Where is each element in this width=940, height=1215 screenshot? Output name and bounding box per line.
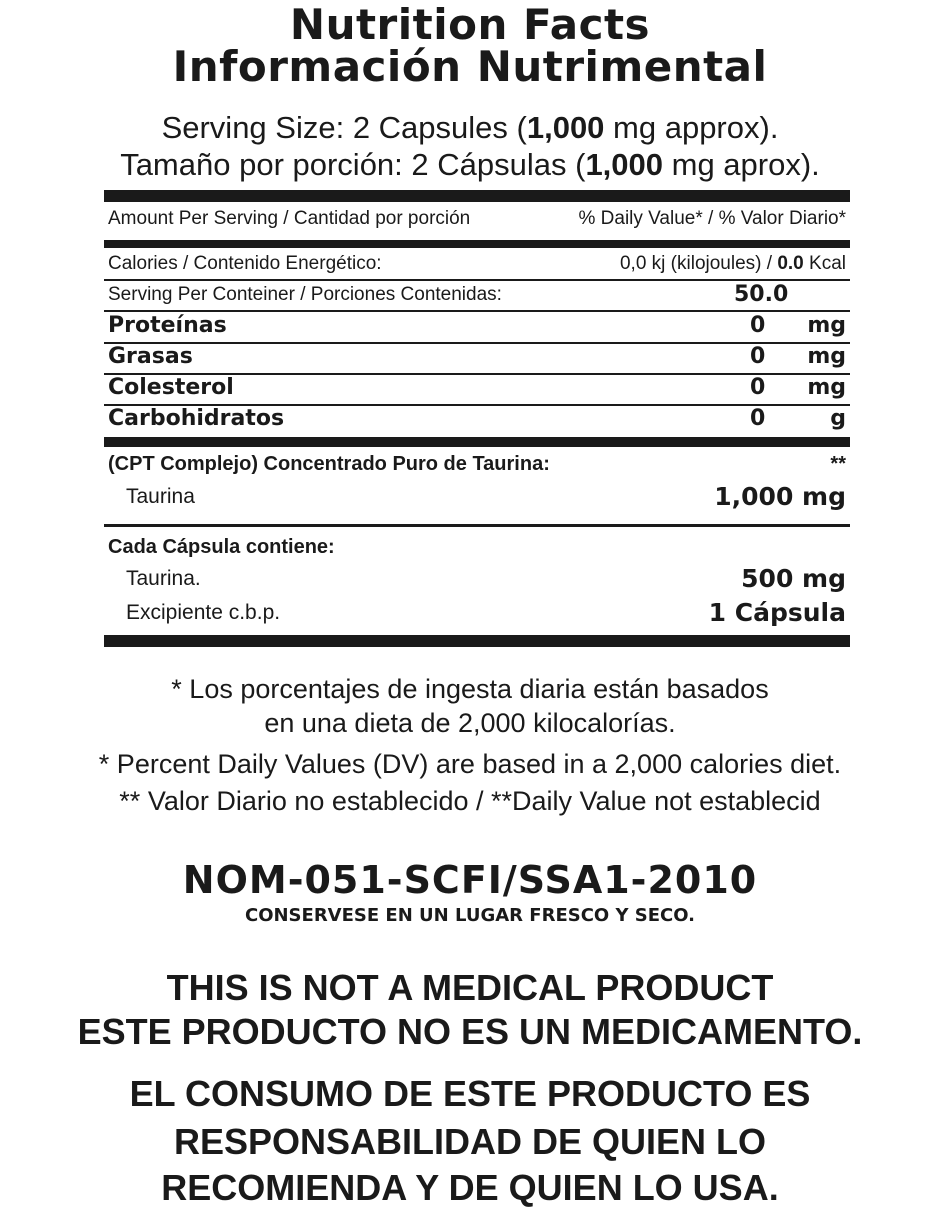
calories-unit: Kcal — [803, 253, 846, 274]
nutrient-value: 0 — [750, 344, 766, 369]
storage-instruction: CONSERVESE EN UN LUGAR FRESCO Y SECO. — [244, 905, 695, 926]
disclaimer-line: RECOMIENDA Y DE QUIEN LO USA. — [161, 1167, 779, 1208]
nom-code: NOM-051-SCFI/SSA1-2010 — [182, 858, 758, 902]
disclaimer-line: RESPONSABILIDAD DE QUIEN LO — [173, 1121, 767, 1162]
nutrient-unit: mg — [807, 313, 846, 338]
bottom-thick-rule — [104, 635, 850, 647]
disclaimer-line: EL CONSUMO DE ESTE PRODUCTO ES — [129, 1073, 811, 1114]
footnote-line: en una dieta de 2,000 kilocalorías. — [264, 708, 676, 738]
top-thick-rule — [104, 190, 850, 202]
nutrient-unit: g — [830, 406, 846, 431]
serving-en-suffix: mg approx). — [604, 110, 779, 145]
daily-value-label: % Daily Value* / % Valor Diario* — [578, 208, 846, 229]
nutrient-value: 0 — [750, 313, 766, 338]
disclaimer-line: ESTE PRODUCTO NO ES UN MEDICAMENTO. — [77, 1011, 863, 1052]
footnote-line: ** Valor Diario no establecido / **Daily Value not establecid — [119, 786, 821, 816]
serving-size-spanish — [0, 147, 940, 183]
complex-item-name: Taurina — [126, 485, 195, 508]
section-thick-rule — [104, 437, 850, 447]
serving-es-suffix: mg aprox). — [663, 147, 820, 182]
serving-en-amount: 1,000 — [526, 110, 605, 145]
divider — [104, 279, 850, 281]
header-thick-rule — [104, 240, 850, 248]
capsule-item-value: 1 Cápsula — [708, 598, 846, 627]
calories-label: Calories / Contenido Energético: — [108, 253, 382, 274]
capsule-item-name: Taurina. — [126, 567, 201, 590]
nutrient-value: 0 — [750, 375, 766, 400]
capsule-label: Cada Cápsula contiene: — [108, 536, 335, 558]
nutrient-name: Grasas — [108, 344, 193, 369]
serving-en-prefix: Serving Size: 2 Capsules ( — [161, 110, 527, 145]
nutrient-name: Colesterol — [108, 375, 234, 400]
capsule-item-value: 500 mg — [741, 564, 846, 593]
serving-es-prefix: Tamaño por porción: 2 Cápsulas ( — [120, 147, 586, 182]
serving-size-english — [0, 110, 940, 146]
serving-es-amount: 1,000 — [585, 147, 664, 182]
calories-value — [620, 252, 846, 276]
complex-label: (CPT Complejo) Concentrado Puro de Taurina: — [108, 453, 550, 475]
calories-kj: 0,0 kj (kilojoules) / — [619, 253, 778, 274]
amount-per-serving-label: Amount Per Serving / Cantidad por porción — [108, 208, 471, 229]
disclaimer-line: THIS IS NOT A MEDICAL PRODUCT — [166, 967, 774, 1008]
title-english: Nutrition Facts — [289, 0, 651, 49]
title-spanish: Información Nutrimental — [172, 42, 768, 91]
complex-item-value: 1,000 mg — [714, 482, 846, 511]
divider — [104, 342, 850, 344]
nutrient-unit: mg — [807, 375, 846, 400]
footnote-line: * Los porcentajes de ingesta diaria están basados — [171, 674, 769, 704]
capsule-item-name: Excipiente c.b.p. — [126, 601, 281, 624]
nutrient-value: 0 — [750, 406, 766, 431]
servings-value: 50.0 — [734, 282, 789, 307]
divider — [104, 524, 850, 527]
nutrient-unit: mg — [807, 344, 846, 369]
complex-dv: ** — [830, 453, 846, 475]
servings-label: Serving Per Conteiner / Porciones Contenidas: — [108, 284, 502, 305]
footnote-line: * Percent Daily Values (DV) are based in a 2,000 calories diet. — [98, 749, 842, 779]
nutrient-name: Carbohidratos — [108, 406, 285, 431]
calories-kcal: 0.0 — [777, 253, 804, 274]
nutrient-name: Proteínas — [108, 313, 227, 338]
